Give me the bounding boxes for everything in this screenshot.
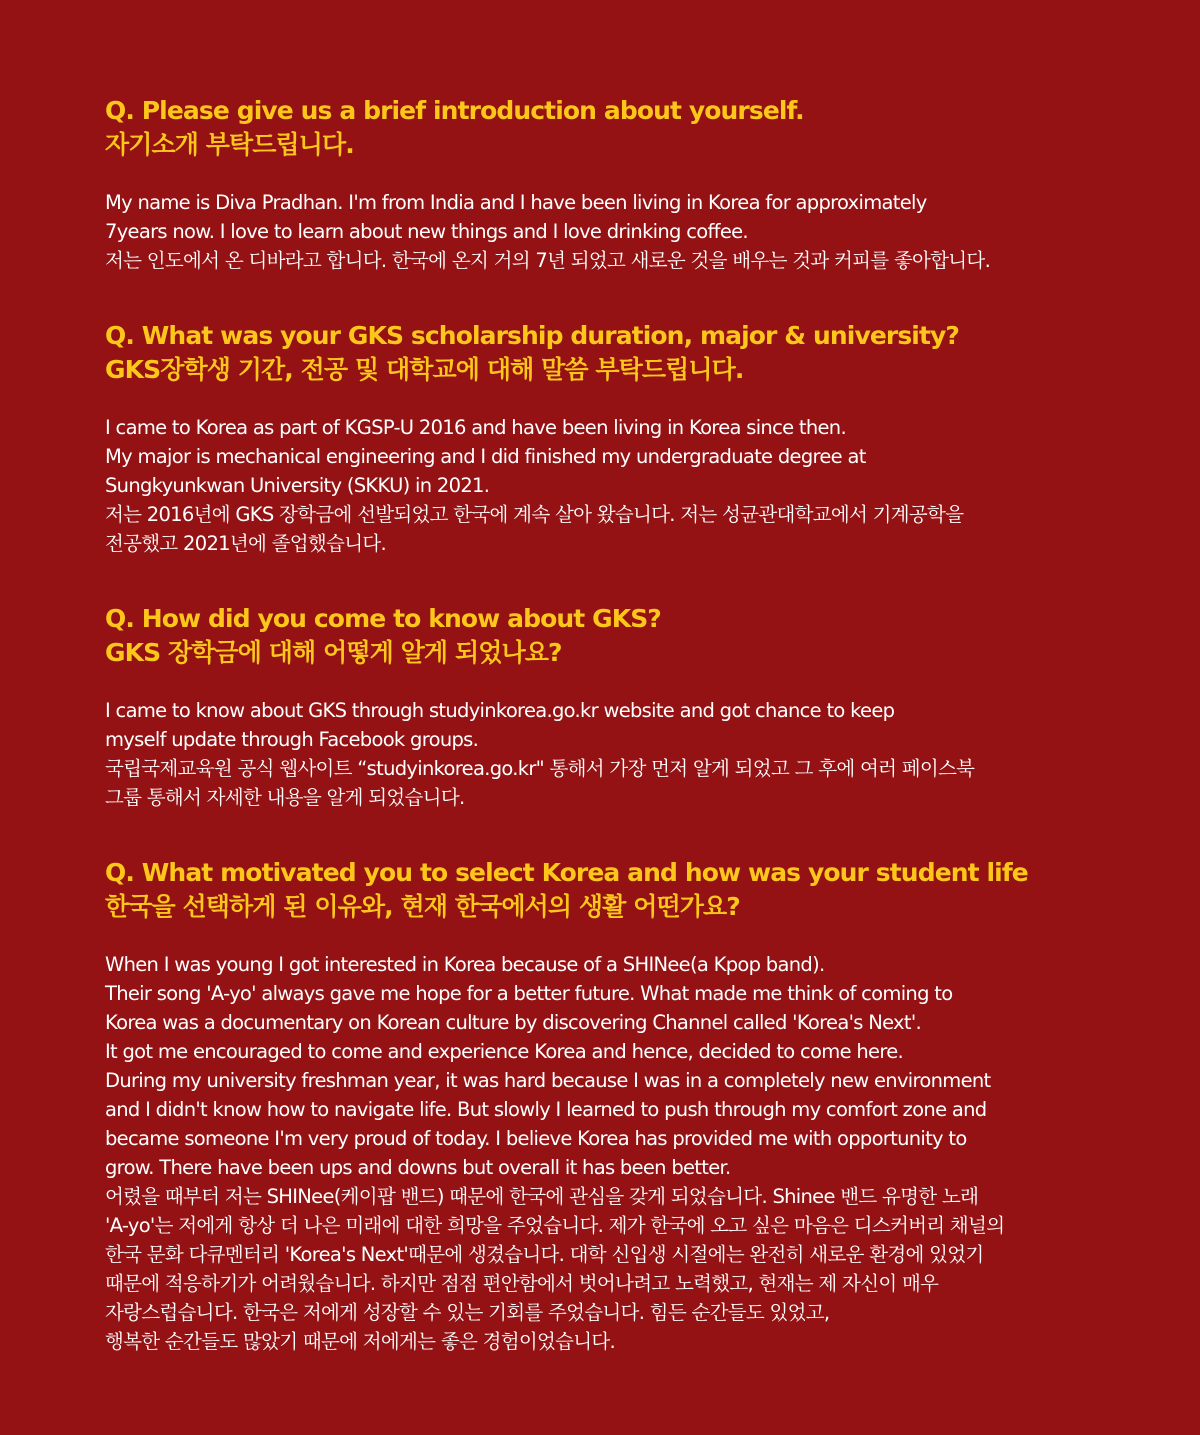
answer-line: 어렸을 때부터 저는 SHINee(케이팝 밴드) 때문에 한국에 관심을 갖게 되었습니다. Shinee 밴드 유명한 노래: [105, 1185, 979, 1208]
answer-line: Korea was a documentary on Korean culture by discovering Channel called 'Korea's Next'.: [105, 1011, 922, 1034]
question-english: Q. How did you come to know about GKS?: [105, 604, 661, 633]
qa-section-introduction: [105, 94, 1140, 275]
answer-line: 한국 문화 다큐멘터리 'Korea's Next'때문에 생겼습니다. 대학 신입생 시절에는 완전히 새로운 환경에 있었기: [105, 1243, 984, 1266]
question-korean: 자기소개 부탁드립니다.: [105, 130, 354, 159]
answer-line: 7years now. I love to learn about new things and I love drinking coffee.: [105, 220, 748, 243]
answer-line: I came to know about GKS through studyinkorea.go.kr website and got chance to keep: [105, 699, 895, 722]
answer-line: I came to Korea as part of KGSP-U 2016 and have been living in Korea since then.: [105, 416, 846, 439]
answer-text: [105, 413, 1140, 558]
answer-line: 전공했고 2021년에 졸업했습니다.: [105, 532, 386, 555]
answer-line: When I was young I got interested in Korea because of a SHINee(a Kpop band).: [105, 953, 825, 976]
question-korean: 한국을 선택하게 된 이유와, 현재 한국에서의 생활 어떤가요?: [105, 892, 740, 921]
answer-line: 그룹 통해서 자세한 내용을 알게 되었습니다.: [105, 786, 465, 809]
answer-line: 때문에 적응하기가 어려웠습니다. 하지만 점점 편안함에서 벗어나려고 노력했고, 현재는 제 자신이 매우: [105, 1272, 939, 1295]
qa-section-how-known: [105, 602, 1140, 812]
answer-line: It got me encouraged to come and experience Korea and hence, decided to come here.: [105, 1040, 904, 1063]
question-english: Q. Please give us a brief introduction about yourself.: [105, 96, 804, 125]
answer-line: grow. There have been ups and downs but overall it has been better.: [105, 1156, 731, 1179]
answer-line: My name is Diva Pradhan. I'm from India and I have been living in Korea for approximately: [105, 191, 927, 214]
answer-line: became someone I'm very proud of today. I believe Korea has provided me with opportunity to: [105, 1127, 967, 1150]
question-korean: GKS장학생 기간, 전공 및 대학교에 대해 말씀 부탁드립니다.: [105, 355, 744, 384]
question-heading: [105, 94, 1140, 162]
question-english: Q. What motivated you to select Korea and how was your student life: [105, 858, 1028, 887]
question-english: Q. What was your GKS scholarship duration, major & university?: [105, 321, 960, 350]
answer-line: 저는 인도에서 온 디바라고 합니다. 한국에 온지 거의 7년 되었고 새로운 것을 배우는 것과 커피를 좋아합니다.: [105, 249, 991, 272]
answer-text: [105, 950, 1140, 1356]
qa-section-motivation: [105, 856, 1140, 1356]
answer-line: 국립국제교육원 공식 웹사이트 “studyinkorea.go.kr" 통해서 가장 먼저 알게 되었고 그 후에 여러 페이스북: [105, 757, 975, 780]
answer-line: My major is mechanical engineering and I did finished my undergraduate degree at: [105, 445, 866, 468]
question-heading: [105, 856, 1140, 924]
answer-line: During my university freshman year, it was hard because I was in a completely new environment: [105, 1069, 991, 1092]
answer-line: and I didn't know how to navigate life. But slowly I learned to push through my comfort zone and: [105, 1098, 987, 1121]
question-heading: [105, 319, 1140, 387]
answer-line: 저는 2016년에 GKS 장학금에 선발되었고 한국에 계속 살아 왔습니다. 저는 성균관대학교에서 기계공학을: [105, 503, 964, 526]
answer-line: 행복한 순간들도 많았기 때문에 저에게는 좋은 경험이었습니다.: [105, 1330, 616, 1353]
answer-line: 'A-yo'는 저에게 항상 더 나은 미래에 대한 희망을 주었습니다. 제가 한국에 오고 싶은 마음은 디스커버리 채널의: [105, 1214, 1005, 1237]
answer-line: Their song 'A-yo' always gave me hope for a better future. What made me think of coming to: [105, 982, 953, 1005]
question-korean: GKS 장학금에 대해 어떻게 알게 되었나요?: [105, 638, 562, 667]
answer-text: [105, 696, 1140, 812]
qa-section-scholarship: [105, 319, 1140, 558]
answer-line: Sungkyunkwan University (SKKU) in 2021.: [105, 474, 490, 497]
answer-line: myself update through Facebook groups.: [105, 728, 479, 751]
question-heading: [105, 602, 1140, 670]
answer-text: [105, 188, 1140, 275]
answer-line: 자랑스럽습니다. 한국은 저에게 성장할 수 있는 기회를 주었습니다. 힘든 순간들도 있었고,: [105, 1301, 830, 1324]
